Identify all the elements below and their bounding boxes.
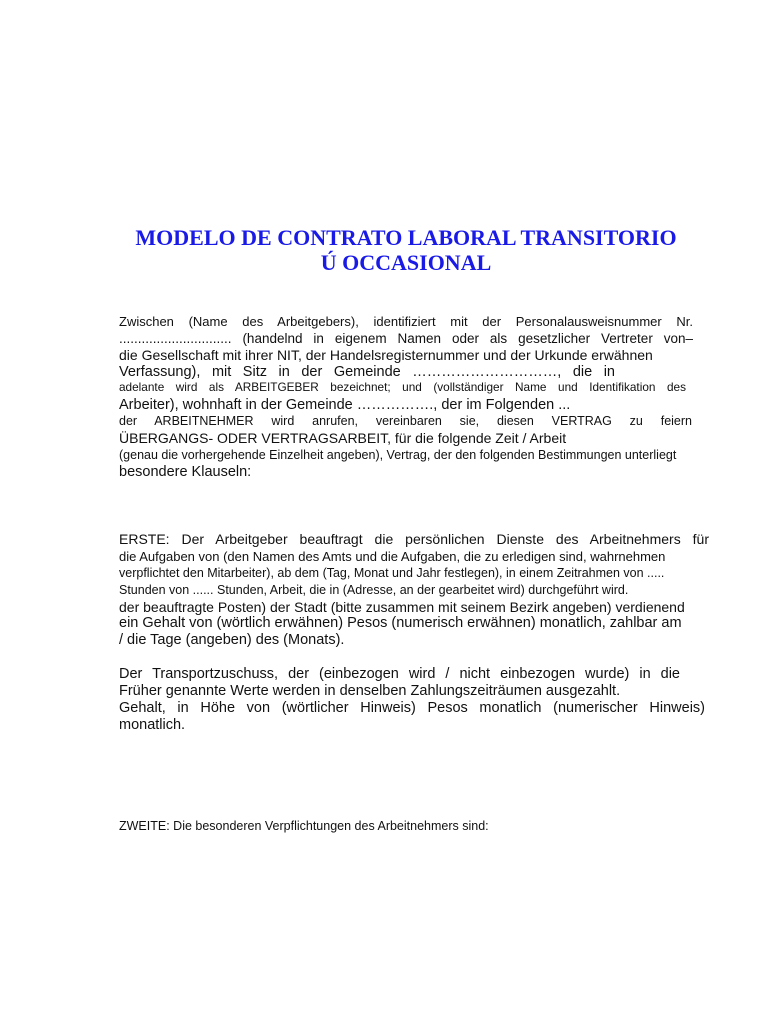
intro-line-7: der ARBEITNEHMER wird anrufen, vereinbaren sie, diesen VERTRAG zu feiern xyxy=(119,414,692,428)
intro-line-6: Arbeiter), wohnhaft in der Gemeinde ……………., der im Folgenden ... xyxy=(119,397,571,413)
transport-line-4: monatlich. xyxy=(119,717,186,733)
transport-line-3: Gehalt, in Höhe von (wörtlicher Hinweis) Pesos monatlich (numerischer Hinweis) xyxy=(119,700,705,716)
intro-line-4: Verfassung), mit Sitz in der Gemeinde …………………………, die in xyxy=(119,364,615,380)
intro-line-9: (genau die vorhergehende Einzelheit angeben), Vertrag, der den folgenden Bestimmungen unterliegt xyxy=(119,448,677,462)
first-clause-line-7: / die Tage (angeben) des (Monats). xyxy=(119,632,345,648)
first-clause-line-6: ein Gehalt von (wörtlich erwähnen) Pesos (numerisch erwähnen) monatlich, zahlbar am xyxy=(119,615,682,631)
first-clause-line-5: der beauftragte Posten) der Stadt (bitte zusammen mit seinem Bezirk angeben) verdienend xyxy=(119,599,685,615)
first-clause-line-1: ERSTE: Der Arbeitgeber beauftragt die persönlichen Dienste des Arbeitnehmers für xyxy=(119,531,709,547)
transport-line-1: Der Transportzuschuss, der (einbezogen wird / nicht einbezogen wurde) in die xyxy=(119,666,680,682)
intro-line-2: .............................. (handelnd in eigenem Namen oder als gesetzlicher Vertreter von– xyxy=(119,331,693,346)
transport-line-2: Früher genannte Werte werden in denselben Zahlungszeiträumen ausgezahlt. xyxy=(119,683,621,699)
intro-line-8: ÜBERGANGS- ODER VERTRAGSARBEIT, für die folgende Zeit / Arbeit xyxy=(119,430,567,446)
intro-line-3: die Gesellschaft mit ihrer NIT, der Handelsregisternummer und der Urkunde erwähnen xyxy=(119,347,653,363)
first-clause-line-3: verpflichtet den Mitarbeiter), ab dem (Tag, Monat und Jahr festlegen), in einem Zeitrahmen von ..... xyxy=(119,566,665,580)
second-clause-heading: ZWEITE: Die besonderen Verpflichtungen des Arbeitnehmers sind: xyxy=(119,819,489,833)
intro-line-5: adelante wird als ARBEITGEBER bezeichnet; und (vollständiger Name und Identifikation des xyxy=(119,380,686,394)
document-title-line-1: MODELO DE CONTRATO LABORAL TRANSITORIO xyxy=(135,225,677,250)
document-title-line-2: Ú OCCASIONAL xyxy=(320,250,492,275)
intro-line-1: Zwischen (Name des Arbeitgebers), identifiziert mit der Personalausweisnummer Nr. xyxy=(119,314,693,329)
first-clause-line-4: Stunden von ...... Stunden, Arbeit, die in (Adresse, an der gearbeitet wird) durchgeführt wird. xyxy=(119,583,629,597)
first-clause-line-2: die Aufgaben von (den Namen des Amts und die Aufgaben, die zu erledigen sind, wahrnehmen xyxy=(119,549,666,564)
intro-line-10: besondere Klauseln: xyxy=(119,464,252,480)
